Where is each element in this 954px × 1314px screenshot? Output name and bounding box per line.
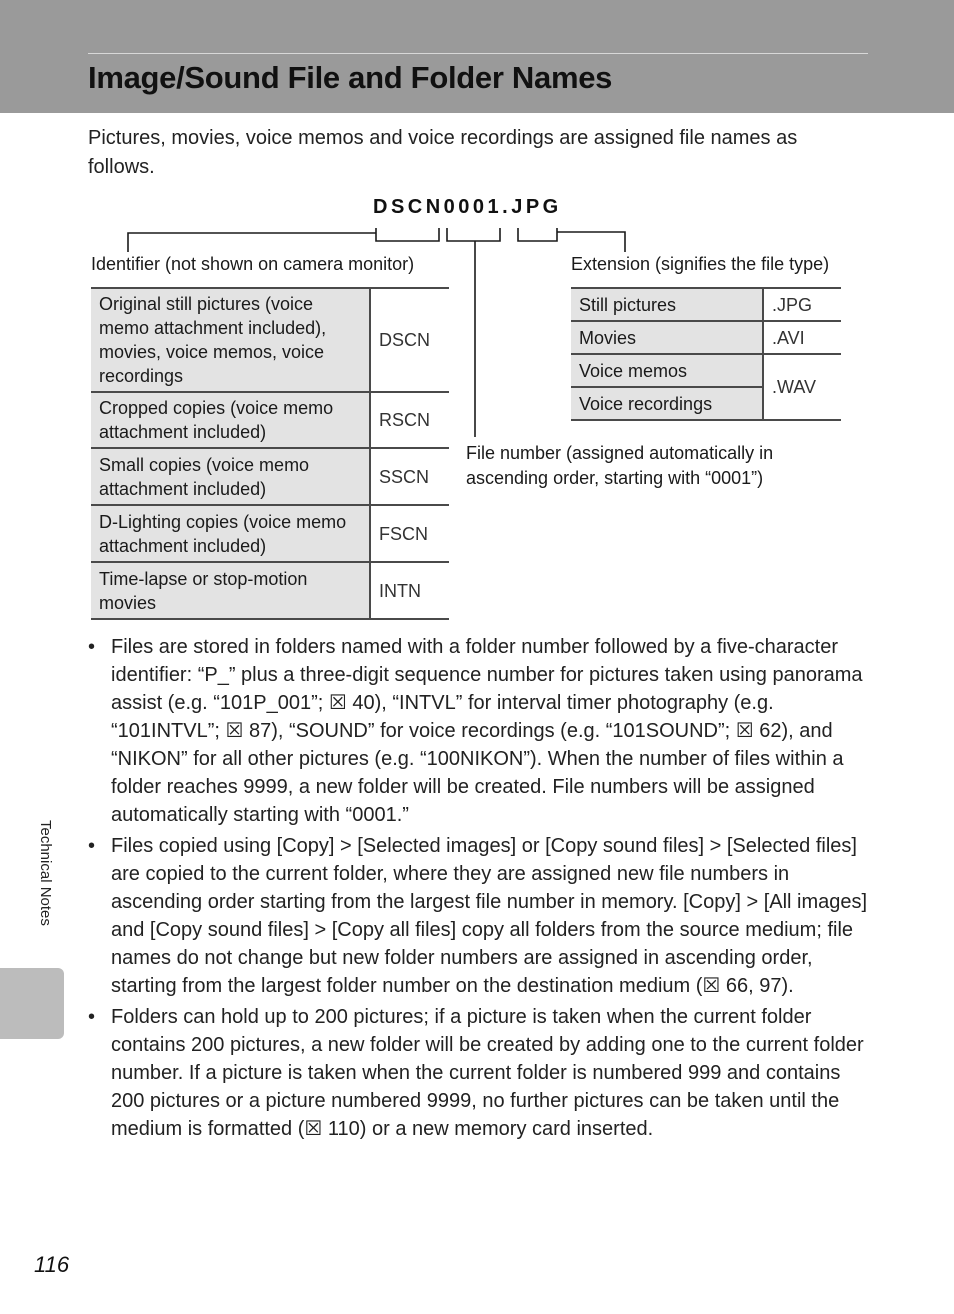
identifier-code-cell: SSCN [370, 448, 449, 505]
bullet-marker: • [88, 1006, 96, 1028]
list-item-text: Folders can hold up to 200 pictures; if a picture is taken when the current folder contains 200 pictures, a new folder will be created by adding one to the current folder number. If a picture is taken when the current folder is numbered 999 and contains 200 pictures or a picture numbered 9999, no further pictures can be taken until the medium is formatted (☒ 110) or a new memory card inserted. [111, 1006, 864, 1140]
extension-connector [557, 232, 625, 252]
table-row [91, 448, 449, 505]
extension-code-cell: .WAV [763, 354, 841, 420]
identifier-code-cell: RSCN [370, 392, 449, 448]
identifier-connector [128, 233, 376, 252]
extension-type-cell: Still pictures [571, 288, 763, 321]
extension-bracket [518, 228, 557, 241]
identifier-table [91, 287, 449, 620]
extension-type-cell: Voice memos [571, 354, 763, 387]
list-item-text: Files copied using [Copy] > [Selected images] or [Copy sound files] > [Selected files] are copied to the current folder, where they are assigned new file numbers in ascending order starting from the largest file number in memory. [Copy] > [All images] and [Copy sound files] > [Copy all files] copy all folders from the source medium; file names do not change but new folder numbers are assigned in ascending order, starting from the largest folder number on the destination medium (☒ 66, 97). [111, 835, 868, 997]
table-row [571, 354, 841, 387]
bullet-marker: • [88, 636, 96, 658]
extension-label: Extension (signifies the file type) [571, 254, 830, 274]
table-row [91, 288, 449, 392]
identifier-type-cell: Time-lapse or stop-motion movies [91, 562, 370, 619]
extension-code-cell: .AVI [763, 321, 841, 354]
identifier-code-cell: DSCN [370, 288, 449, 392]
identifier-type-cell: Original still pictures (voice memo attachment included), movies, voice memos, voice recordings [91, 288, 370, 392]
identifier-type-cell: D-Lighting copies (voice memo attachment included) [91, 505, 370, 562]
table-row [571, 321, 841, 354]
intro-paragraph: Pictures, movies, voice memos and voice recordings are assigned file names as follows. [88, 127, 798, 178]
file-number-label [466, 441, 773, 491]
list-item [88, 633, 868, 829]
extension-table [571, 287, 841, 421]
extension-type-cell: Voice recordings [571, 387, 763, 420]
identifier-bracket [376, 228, 439, 241]
identifier-label: Identifier (not shown on camera monitor) [91, 254, 415, 274]
file-number-bracket [447, 228, 500, 241]
notes-list [88, 633, 868, 1146]
list-item [88, 1003, 868, 1143]
extension-code-cell: .JPG [763, 288, 841, 321]
identifier-code-cell: FSCN [370, 505, 449, 562]
identifier-type-cell: Small copies (voice memo attachment included) [91, 448, 370, 505]
file-number-label-line: File number (assigned automatically in [466, 443, 774, 463]
file-number-label-line: ascending order, starting with “0001”) [466, 468, 764, 488]
table-row [91, 392, 449, 448]
table-row [91, 505, 449, 562]
table-row [571, 288, 841, 321]
bullet-marker: • [88, 835, 96, 857]
page-number: 116 [34, 1252, 70, 1277]
list-item-text: Files are stored in folders named with a folder number followed by a five-character identifier: “P_” plus a three-digit sequence number for pictures taken using panorama assist (e.g. “101P_001”; ☒ 40), “INTVL” for interval timer photography (e.g. “101INTVL”; ☒ 87), “SOUND” for voice recordings (e.g. “101SOUND”; ☒ 62), and “NIKON” for all other pictures (e.g. “100NIKON”). When the number of files within a folder reaches 9999, a new folder will be created. File numbers will be assigned automatically starting with “0001.” [111, 636, 863, 826]
table-row [91, 562, 449, 619]
list-item [88, 832, 868, 1000]
side-tab-label: Technical Notes [37, 820, 54, 926]
side-tab [0, 968, 64, 1039]
identifier-type-cell: Cropped copies (voice memo attachment included) [91, 392, 370, 448]
page-title: Image/Sound File and Folder Names [88, 60, 613, 95]
example-filename: DSCN0001.JPG [373, 196, 562, 218]
extension-type-cell: Movies [571, 321, 763, 354]
identifier-code-cell: INTN [370, 562, 449, 619]
